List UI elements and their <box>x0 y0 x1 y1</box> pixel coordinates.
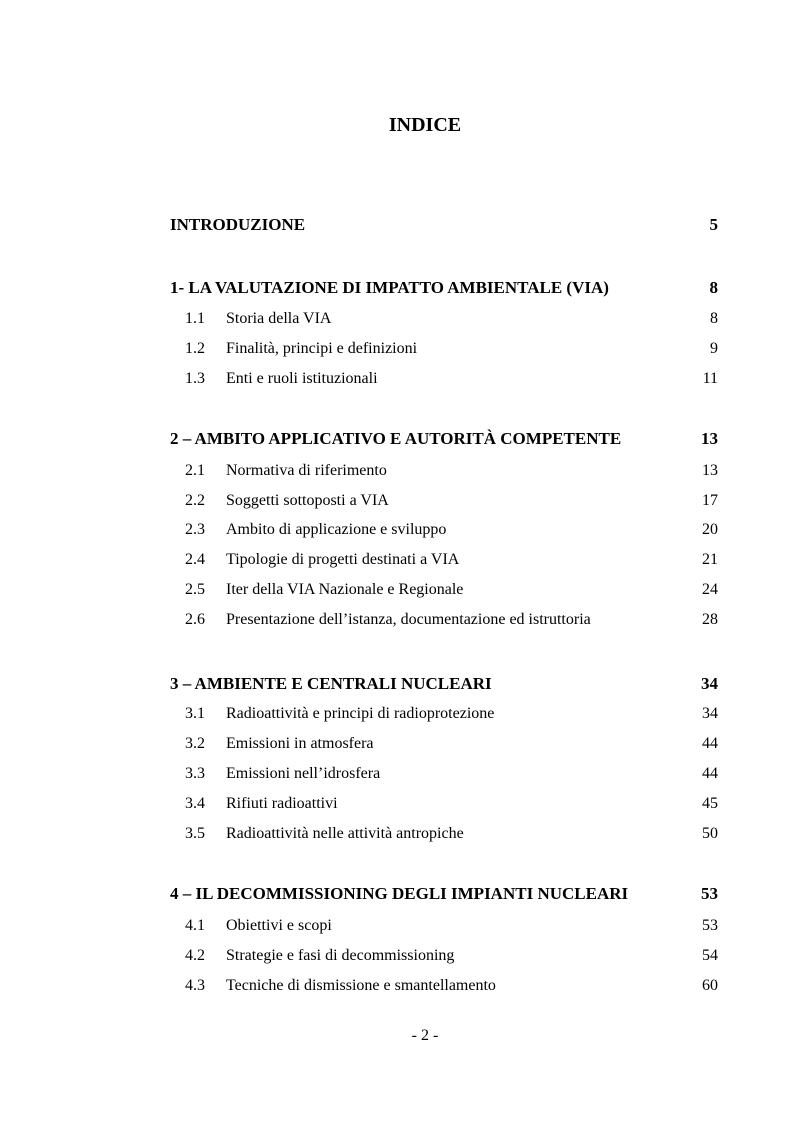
section-page: 50 <box>702 825 718 842</box>
toc-section-2-6[interactable] <box>170 609 718 631</box>
section-page: 44 <box>702 735 718 752</box>
section-title: Emissioni in atmosfera <box>226 735 374 752</box>
section-page: 13 <box>702 462 718 479</box>
section-title: Radioattività nelle attività antropiche <box>226 825 464 842</box>
toc-section-3-1[interactable] <box>170 703 718 725</box>
toc-section-2-1[interactable] <box>170 460 718 482</box>
section-title: Emissioni nell’idrosfera <box>226 765 381 782</box>
section-number: 1.3 <box>185 370 205 387</box>
section-page: 20 <box>702 521 718 538</box>
toc-section-3-5[interactable] <box>170 823 718 845</box>
section-number: 3.4 <box>185 795 205 812</box>
chapter-title: INTRODUZIONE <box>170 215 306 234</box>
section-page: 28 <box>702 611 718 628</box>
chapter-title: 3 – AMBIENTE E CENTRALI NUCLEARI <box>170 674 492 693</box>
section-title: Obiettivi e scopi <box>226 917 332 934</box>
section-number: 2.5 <box>185 581 205 598</box>
toc-section-1-1[interactable] <box>170 308 718 330</box>
section-number: 2.1 <box>185 462 205 479</box>
section-page: 8 <box>710 310 718 327</box>
toc-chapter-3[interactable] <box>170 673 718 695</box>
section-title: Soggetti sottoposti a VIA <box>226 492 389 509</box>
toc-section-3-2[interactable] <box>170 733 718 755</box>
section-page: 45 <box>702 795 718 812</box>
section-number: 4.3 <box>185 977 205 994</box>
chapter-title: 1- LA VALUTAZIONE DI IMPATTO AMBIENTALE (VIA) <box>170 278 609 297</box>
chapter-page: 13 <box>701 429 718 448</box>
chapter-page: 8 <box>709 278 718 297</box>
section-title: Presentazione dell’istanza, documentazione ed istruttoria <box>226 611 591 628</box>
toc-chapter-4[interactable] <box>170 883 718 905</box>
section-title: Tecniche di dismissione e smantellamento <box>226 977 496 994</box>
toc-chapter-1[interactable] <box>170 277 718 299</box>
toc-section-1-2[interactable] <box>170 338 718 360</box>
section-page: 17 <box>702 492 718 509</box>
toc-section-2-4[interactable] <box>170 549 718 571</box>
toc-section-3-3[interactable] <box>170 763 718 785</box>
toc-section-1-3[interactable] <box>170 368 718 390</box>
toc-section-4-2[interactable] <box>170 945 718 967</box>
section-number: 4.2 <box>185 947 205 964</box>
section-page: 11 <box>702 370 718 387</box>
section-title: Ambito di applicazione e sviluppo <box>226 521 447 538</box>
section-title: Strategie e fasi di decommissioning <box>226 947 455 964</box>
section-number: 1.1 <box>185 310 205 327</box>
section-number: 3.2 <box>185 735 205 752</box>
toc-entry-introduzione[interactable] <box>170 214 718 236</box>
section-page: 24 <box>702 581 718 598</box>
toc-chapter-2[interactable] <box>170 428 718 450</box>
section-page: 60 <box>702 977 718 994</box>
section-page: 53 <box>702 917 718 934</box>
page-number: - 2 - <box>411 1027 439 1044</box>
section-title: Finalità, principi e definizioni <box>226 340 418 357</box>
section-number: 2.6 <box>185 611 205 628</box>
section-number: 4.1 <box>185 917 205 934</box>
section-page: 9 <box>710 340 718 357</box>
section-number: 2.4 <box>185 551 205 568</box>
section-number: 3.5 <box>185 825 205 842</box>
toc-section-4-1[interactable] <box>170 915 718 937</box>
section-title: Normativa di riferimento <box>226 462 387 479</box>
section-number: 1.2 <box>185 340 205 357</box>
chapter-title: 2 – AMBITO APPLICATIVO E AUTORITÀ COMPETENTE <box>170 429 622 448</box>
toc-section-2-3[interactable] <box>170 519 718 541</box>
section-number: 3.3 <box>185 765 205 782</box>
page-title: INDICE <box>388 114 462 136</box>
section-title: Radioattività e principi di radioprotezione <box>226 705 495 722</box>
section-page: 21 <box>702 551 718 568</box>
section-title: Tipologie di progetti destinati a VIA <box>226 551 460 568</box>
toc-section-2-5[interactable] <box>170 579 718 601</box>
section-number: 3.1 <box>185 705 205 722</box>
chapter-page: 34 <box>701 674 718 693</box>
chapter-page: 5 <box>709 215 718 234</box>
toc-section-4-3[interactable] <box>170 975 718 997</box>
section-title: Storia della VIA <box>226 310 332 327</box>
section-number: 2.3 <box>185 521 205 538</box>
section-title: Enti e ruoli istituzionali <box>226 370 378 387</box>
section-title: Iter della VIA Nazionale e Regionale <box>226 581 464 598</box>
section-page: 34 <box>702 705 718 722</box>
toc-section-2-2[interactable] <box>170 490 718 512</box>
chapter-title: 4 – IL DECOMMISSIONING DEGLI IMPIANTI NUCLEARI <box>170 884 629 903</box>
section-title: Rifiuti radioattivi <box>226 795 338 812</box>
chapter-page: 53 <box>701 884 718 903</box>
toc-section-3-4[interactable] <box>170 793 718 815</box>
section-page: 44 <box>702 765 718 782</box>
section-page: 54 <box>702 947 718 964</box>
section-number: 2.2 <box>185 492 205 509</box>
